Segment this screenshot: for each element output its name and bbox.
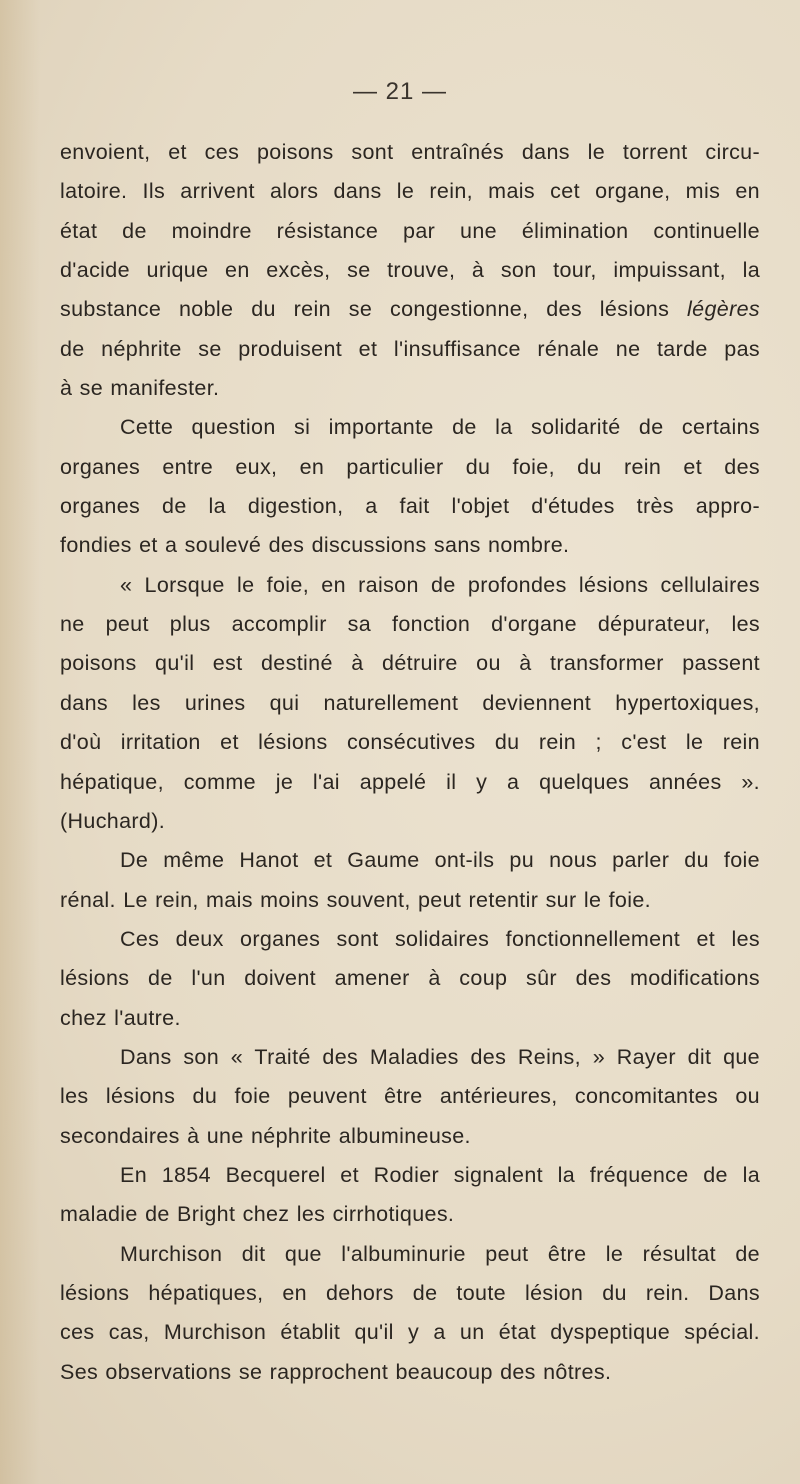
text-line: Dans son « Traité des Maladies des Reins, » Rayer dit que — [120, 1044, 760, 1069]
text-line: d'où irritation et lésions consécutives du rein ; c'est le rein — [60, 730, 760, 755]
text-line: organes entre eux, en particulier du foie, du rein et des — [60, 454, 760, 479]
text-line: hépatique, comme je l'ai appelé il y a quelques années ». — [60, 769, 760, 794]
paragraph — [60, 408, 760, 565]
text-segment: substance noble du rein se congestionne, des lésions — [60, 297, 670, 322]
paragraph — [60, 841, 760, 920]
text-line: lésions de l'un doivent amener à coup sûr des modifications — [60, 966, 760, 991]
text-line: Ces deux organes sont solidaires fonctionnellement et les — [120, 926, 760, 951]
page-number: — 21 — — [352, 78, 448, 105]
paragraph — [60, 1235, 760, 1392]
text-line-with-italic — [60, 290, 760, 329]
text-line: à se manifester. — [60, 376, 220, 401]
text-line: latoire. Ils arrivent alors dans le rein, mais cet organe, mis en — [60, 179, 760, 204]
text-line: envoient, et ces poisons sont entraînés dans le torrent circu- — [60, 140, 760, 164]
text-line: En 1854 Becquerel et Rodier signalent la fréquence de la — [120, 1162, 760, 1187]
text-line: (Huchard). — [60, 808, 166, 833]
text-line: ces cas, Murchison établit qu'il y a un état dyspeptique spécial. — [60, 1320, 760, 1345]
text-line: Ses observations se rapprochent beaucoup des nôtres. — [60, 1359, 612, 1384]
body-text — [60, 133, 760, 1392]
text-line: dans les urines qui naturellement deviennent hypertoxiques, — [60, 690, 760, 715]
text-line: De même Hanot et Gaume ont-ils pu nous parler du foie — [120, 848, 760, 873]
paragraph — [60, 133, 760, 408]
text-line: fondies et a soulevé des discussions sans nombre. — [60, 533, 570, 558]
text-line: Murchison dit que l'albuminurie peut être le résultat de — [120, 1241, 760, 1266]
text-line: ne peut plus accomplir sa fonction d'organe dépurateur, les — [60, 612, 760, 637]
text-line: secondaires à une néphrite albumineuse. — [60, 1123, 471, 1148]
text-line: « Lorsque le foie, en raison de profondes lésions cellulaires — [120, 572, 760, 597]
italic-word: légères — [687, 297, 760, 322]
text-line: rénal. Le rein, mais moins souvent, peut retentir sur le foie. — [60, 887, 651, 912]
text-line: de néphrite se produisent et l'insuffisance rénale ne tarde pas — [60, 336, 760, 361]
paragraph — [60, 566, 760, 841]
paragraph — [60, 1038, 760, 1156]
text-line: chez l'autre. — [60, 1005, 181, 1030]
paragraph — [60, 920, 760, 1038]
text-line: les lésions du foie peuvent être antérieures, concomitantes ou — [60, 1084, 760, 1109]
text-line: état de moindre résistance par une élimination continuelle — [60, 218, 760, 243]
text-line: poisons qu'il est destiné à détruire ou à transformer passent — [60, 651, 760, 676]
paragraph — [60, 1156, 760, 1235]
text-line: lésions hépatiques, en dehors de toute lésion du rein. Dans — [60, 1280, 760, 1305]
text-line: d'acide urique en excès, se trouve, à son tour, impuissant, la — [60, 258, 760, 283]
text-line: organes de la digestion, a fait l'objet d'études très appro- — [60, 494, 760, 519]
text-line: Cette question si importante de la solidarité de certains — [120, 415, 760, 440]
text-line: maladie de Bright chez les cirrhotiques. — [60, 1202, 455, 1227]
